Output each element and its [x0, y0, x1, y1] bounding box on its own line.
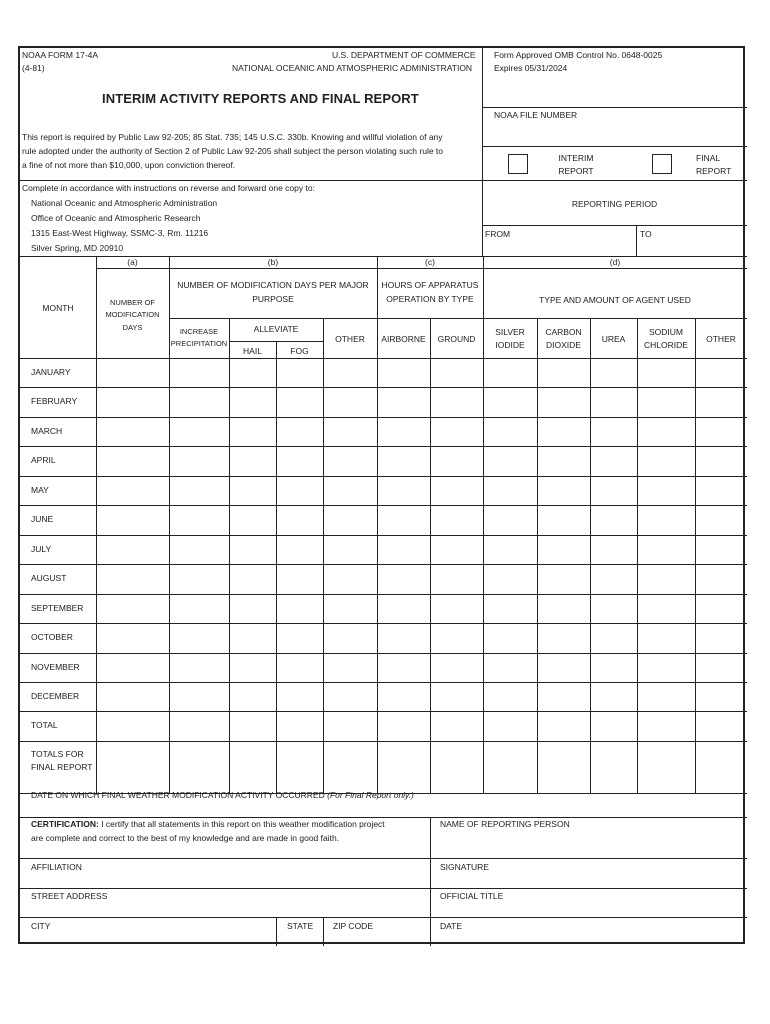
entry-cell-fog[interactable]	[278, 448, 321, 474]
entry-cell-increase-precip[interactable]	[171, 537, 227, 562]
entry-cell-urea[interactable]	[592, 684, 635, 709]
entry-cell-num-days[interactable]	[98, 566, 167, 592]
reporting-period-label: REPORTING PERIOD	[571, 199, 658, 209]
entry-cell-carbon-dioxide[interactable]	[539, 596, 588, 621]
entry-cell-increase-precip[interactable]	[171, 684, 227, 709]
column-a-letter: (a)	[127, 257, 138, 267]
month-label: AUGUST	[31, 573, 67, 583]
entry-cell-fog[interactable]	[278, 625, 321, 651]
entry-cell-num-days[interactable]	[98, 537, 167, 562]
entry-cell-fog[interactable]	[278, 655, 321, 680]
entry-cell-fog[interactable]	[278, 478, 321, 503]
silver-iodide-header-1: SILVER	[495, 327, 525, 337]
state-field[interactable]	[278, 932, 321, 944]
entry-cell-other-agent[interactable]	[697, 713, 745, 739]
entry-cell-silver-iodide[interactable]	[485, 566, 535, 592]
entry-cell-urea[interactable]	[592, 743, 635, 791]
entry-cell-fog[interactable]	[278, 713, 321, 739]
num-days-header-2: MODIFICATION	[105, 310, 160, 319]
entry-cell-carbon-dioxide[interactable]	[539, 625, 588, 651]
entry-cell-urea[interactable]	[592, 389, 635, 415]
zip-code-label: ZIP CODE	[333, 921, 373, 931]
month-label: DECEMBER	[31, 691, 80, 701]
other-b-header: OTHER	[335, 334, 365, 344]
entry-cell-silver-iodide[interactable]	[485, 389, 535, 415]
entry-cell-ground[interactable]	[432, 655, 481, 680]
entry-cell-silver-iodide[interactable]	[485, 596, 535, 621]
interim-report-label-1: INTERIM	[558, 153, 594, 163]
entry-cell-fog[interactable]	[278, 419, 321, 444]
entry-cell-carbon-dioxide[interactable]	[539, 360, 588, 385]
entry-cell-fog[interactable]	[278, 360, 321, 385]
administration-name: NATIONAL OCEANIC AND ATMOSPHERIC ADMINISTRATION	[232, 63, 473, 73]
certification-text-1: I certify that all statements in this report on this weather modification project	[98, 819, 385, 829]
certification-text-2: are complete and correct to the best of my knowledge and are made in good faith.	[31, 833, 340, 843]
entry-cell-carbon-dioxide[interactable]	[539, 743, 588, 791]
entry-cell-airborne[interactable]	[379, 684, 428, 709]
entry-cell-sodium-chloride[interactable]	[639, 478, 693, 503]
entry-cell-sodium-chloride[interactable]	[639, 655, 693, 680]
entry-cell-other-purpose[interactable]	[325, 360, 375, 385]
entry-cell-hail[interactable]	[231, 655, 274, 680]
signature-label: SIGNATURE	[440, 862, 489, 872]
noaa-form-17-4a	[18, 46, 745, 944]
entry-cell-num-days[interactable]	[98, 478, 167, 503]
entry-cell-ground[interactable]	[432, 419, 481, 444]
entry-cell-hail[interactable]	[231, 684, 274, 709]
entry-cell-silver-iodide[interactable]	[485, 625, 535, 651]
entry-cell-airborne[interactable]	[379, 713, 428, 739]
entry-cell-carbon-dioxide[interactable]	[539, 478, 588, 503]
entry-cell-airborne[interactable]	[379, 743, 428, 791]
state-label: STATE	[287, 921, 314, 931]
entry-cell-increase-precip[interactable]	[171, 448, 227, 474]
entry-cell-sodium-chloride[interactable]	[639, 360, 693, 385]
entry-cell-num-days[interactable]	[98, 655, 167, 680]
street-address-label: STREET ADDRESS	[31, 891, 108, 901]
entry-cell-increase-precip[interactable]	[171, 360, 227, 385]
totals-final-label-2: FINAL REPORT	[31, 762, 93, 772]
urea-header: UREA	[601, 334, 626, 344]
instructions-line-5: Silver Spring, MD 20910	[31, 243, 124, 253]
form-title: INTERIM ACTIVITY REPORTS AND FINAL REPORT	[102, 91, 419, 106]
entry-cell-num-days[interactable]	[98, 360, 167, 385]
entry-cell-carbon-dioxide[interactable]	[539, 448, 588, 474]
entry-cell-other-agent[interactable]	[697, 360, 745, 385]
affiliation-field[interactable]	[22, 874, 428, 886]
other-d-header: OTHER	[706, 334, 736, 344]
entry-cell-silver-iodide[interactable]	[485, 684, 535, 709]
month-label: MAY	[31, 485, 49, 495]
city-label: CITY	[31, 921, 51, 931]
entry-cell-other-purpose[interactable]	[325, 684, 375, 709]
entry-cell-sodium-chloride[interactable]	[639, 419, 693, 444]
final-report-label-2: REPORT	[696, 166, 732, 176]
sodium-chloride-header-2: CHLORIDE	[644, 340, 688, 350]
date-field[interactable]	[432, 932, 745, 944]
agent-header: TYPE AND AMOUNT OF AGENT USED	[539, 295, 691, 305]
date-final-activity-label	[31, 790, 414, 801]
month-header: MONTH	[42, 303, 74, 313]
month-label: JUNE	[31, 514, 54, 524]
entry-cell-increase-precip[interactable]	[171, 743, 227, 791]
official-title-label: OFFICIAL TITLE	[440, 891, 504, 901]
carbon-dioxide-header-1: CARBON	[545, 327, 582, 337]
entry-cell-silver-iodide[interactable]	[485, 537, 535, 562]
entry-cell-urea[interactable]	[592, 478, 635, 503]
entry-cell-silver-iodide[interactable]	[485, 713, 535, 739]
entry-cell-hail[interactable]	[231, 478, 274, 503]
increase-precip-header-1: INCREASE	[179, 327, 219, 336]
certification-label: CERTIFICATION:	[31, 819, 99, 829]
entry-cell-hail[interactable]	[231, 625, 274, 651]
notice-line-2: rule adopted under the authority of Section 2 of Public Law 92-205 shall subject the person violating such rule to	[22, 146, 444, 156]
entry-cell-other-purpose[interactable]	[325, 566, 375, 592]
entry-cell-other-agent[interactable]	[697, 389, 745, 415]
month-label: FEBRUARY	[31, 396, 78, 406]
name-reporting-person-field[interactable]	[432, 832, 745, 854]
entry-cell-other-agent[interactable]	[697, 596, 745, 621]
entry-cell-increase-precip[interactable]	[171, 625, 227, 651]
entry-cell-silver-iodide[interactable]	[485, 507, 535, 533]
ground-header: GROUND	[437, 334, 476, 344]
entry-cell-urea[interactable]	[592, 625, 635, 651]
entry-cell-other-agent[interactable]	[697, 684, 745, 709]
file-number-label: NOAA FILE NUMBER	[494, 110, 578, 120]
entry-cell-num-days[interactable]	[98, 743, 167, 791]
entry-cell-silver-iodide[interactable]	[485, 478, 535, 503]
entry-cell-urea[interactable]	[592, 596, 635, 621]
entry-cell-urea[interactable]	[592, 360, 635, 385]
entry-cell-sodium-chloride[interactable]	[639, 448, 693, 474]
num-days-header-1: NUMBER OF	[110, 298, 155, 307]
month-label: MARCH	[31, 426, 63, 436]
expiration-date: Expires 05/31/2024	[494, 63, 568, 73]
entry-cell-carbon-dioxide[interactable]	[539, 389, 588, 415]
hours-header-2: OPERATION BY TYPE	[386, 294, 474, 304]
entry-cell-hail[interactable]	[231, 566, 274, 592]
certification-line-1	[31, 819, 385, 830]
entry-cell-num-days[interactable]	[98, 684, 167, 709]
column-b-letter: (b)	[267, 257, 279, 267]
entry-cell-ground[interactable]	[432, 537, 481, 562]
entry-cell-carbon-dioxide[interactable]	[539, 684, 588, 709]
entry-cell-increase-precip[interactable]	[171, 655, 227, 680]
silver-iodide-header-2: IODIDE	[495, 340, 525, 350]
entry-cell-increase-precip[interactable]	[171, 713, 227, 739]
entry-cell-other-agent[interactable]	[697, 655, 745, 680]
entry-cell-hail[interactable]	[231, 507, 274, 533]
entry-cell-sodium-chloride[interactable]	[639, 537, 693, 562]
entry-cell-ground[interactable]	[432, 743, 481, 791]
airborne-header: AIRBORNE	[381, 334, 426, 344]
entry-cell-airborne[interactable]	[379, 389, 428, 415]
entry-cell-other-agent[interactable]	[697, 478, 745, 503]
entry-cell-increase-precip[interactable]	[171, 389, 227, 415]
entry-cell-fog[interactable]	[278, 596, 321, 621]
entry-cell-ground[interactable]	[432, 596, 481, 621]
entry-cell-other-agent[interactable]	[697, 419, 745, 444]
hail-header: HAIL	[243, 346, 262, 356]
entry-cell-ground[interactable]	[432, 360, 481, 385]
entry-cell-other-agent[interactable]	[697, 448, 745, 474]
entry-cell-sodium-chloride[interactable]	[639, 389, 693, 415]
entry-cell-other-purpose[interactable]	[325, 507, 375, 533]
alleviate-header: ALLEVIATE	[253, 324, 299, 334]
reporting-period-to-field[interactable]	[638, 226, 745, 254]
entry-cell-airborne[interactable]	[379, 596, 428, 621]
reporting-period-from-field[interactable]	[484, 226, 634, 254]
entry-cell-fog[interactable]	[278, 537, 321, 562]
entry-cell-carbon-dioxide[interactable]	[539, 655, 588, 680]
date-label: DATE	[440, 921, 463, 931]
entry-cell-airborne[interactable]	[379, 625, 428, 651]
entry-cell-other-agent[interactable]	[697, 537, 745, 562]
instructions-line-2: National Oceanic and Atmospheric Administration	[31, 198, 218, 208]
final-report-label-1: FINAL	[696, 153, 721, 163]
entry-cell-ground[interactable]	[432, 684, 481, 709]
signature-field[interactable]	[432, 874, 745, 886]
hours-header-1: HOURS OF APPARATUS	[381, 280, 479, 290]
street-address-field[interactable]	[22, 903, 428, 915]
entry-cell-num-days[interactable]	[98, 389, 167, 415]
entry-cell-other-purpose[interactable]	[325, 596, 375, 621]
entry-cell-num-days[interactable]	[98, 713, 167, 739]
entry-cell-num-days[interactable]	[98, 625, 167, 651]
entry-cell-silver-iodide[interactable]	[485, 655, 535, 680]
entry-cell-increase-precip[interactable]	[171, 419, 227, 444]
notice-line-3: a fine of not more than $10,000, upon conviction thereof.	[22, 160, 236, 170]
entry-cell-other-agent[interactable]	[697, 566, 745, 592]
entry-cell-hail[interactable]	[231, 743, 274, 791]
name-reporting-person-label: NAME OF REPORTING PERSON	[440, 819, 570, 829]
entry-cell-fog[interactable]	[278, 566, 321, 592]
month-label: OCTOBER	[31, 632, 73, 642]
entry-cell-airborne[interactable]	[379, 537, 428, 562]
entry-cell-other-purpose[interactable]	[325, 478, 375, 503]
entry-cell-carbon-dioxide[interactable]	[539, 507, 588, 533]
entry-cell-carbon-dioxide[interactable]	[539, 537, 588, 562]
entry-cell-increase-precip[interactable]	[171, 566, 227, 592]
entry-cell-fog[interactable]	[278, 684, 321, 709]
entry-cell-increase-precip[interactable]	[171, 478, 227, 503]
entry-cell-sodium-chloride[interactable]	[639, 507, 693, 533]
entry-cell-ground[interactable]	[432, 478, 481, 503]
entry-cell-sodium-chloride[interactable]	[639, 625, 693, 651]
month-label: APRIL	[31, 455, 56, 465]
entry-cell-silver-iodide[interactable]	[485, 743, 535, 791]
instructions-line-4: 1315 East-West Highway, SSMC-3, Rm. 11216	[31, 228, 209, 238]
entry-cell-other-purpose[interactable]	[325, 655, 375, 680]
entry-cell-sodium-chloride[interactable]	[639, 596, 693, 621]
file-number-field[interactable]	[484, 122, 745, 144]
entry-cell-num-days[interactable]	[98, 448, 167, 474]
entry-cell-urea[interactable]	[592, 537, 635, 562]
entry-cell-airborne[interactable]	[379, 448, 428, 474]
entry-cell-num-days[interactable]	[98, 596, 167, 621]
entry-cell-hail[interactable]	[231, 596, 274, 621]
entry-cell-urea[interactable]	[592, 448, 635, 474]
entry-cell-other-purpose[interactable]	[325, 713, 375, 739]
entry-cell-airborne[interactable]	[379, 566, 428, 592]
date-final-activity-note: (For Final Report only.)	[327, 790, 414, 800]
increase-precip-header-2: PRECIPITATION	[170, 339, 228, 348]
days-purpose-header-2: PURPOSE	[252, 294, 294, 304]
city-field[interactable]	[22, 932, 274, 944]
entry-cell-other-purpose[interactable]	[325, 625, 375, 651]
entry-cell-other-agent[interactable]	[697, 507, 745, 533]
num-days-header-3: DAYS	[122, 323, 143, 332]
final-report-checkbox[interactable]	[652, 154, 672, 174]
entry-cell-hail[interactable]	[231, 713, 274, 739]
date-final-activity-field[interactable]	[22, 802, 745, 816]
date-final-activity-text: DATE ON WHICH FINAL WEATHER MODIFICATION ACTIVITY OCCURRED	[31, 790, 325, 800]
entry-cell-hail[interactable]	[231, 537, 274, 562]
entry-cell-urea[interactable]	[592, 507, 635, 533]
entry-cell-carbon-dioxide[interactable]	[539, 713, 588, 739]
month-label: NOVEMBER	[31, 662, 80, 672]
instructions-line-1: Complete in accordance with instructions on reverse and forward one copy to:	[22, 183, 315, 193]
entry-cell-ground[interactable]	[432, 389, 481, 415]
entry-cell-num-days[interactable]	[98, 507, 167, 533]
entry-cell-increase-precip[interactable]	[171, 507, 227, 533]
entry-cell-carbon-dioxide[interactable]	[539, 419, 588, 444]
form-date: (4-81)	[22, 63, 45, 73]
entry-cell-other-purpose[interactable]	[325, 537, 375, 562]
fog-header: FOG	[290, 346, 309, 356]
entry-cell-airborne[interactable]	[379, 360, 428, 385]
entry-cell-urea[interactable]	[592, 655, 635, 680]
entry-cell-airborne[interactable]	[379, 507, 428, 533]
entry-cell-silver-iodide[interactable]	[485, 419, 535, 444]
form-number: NOAA FORM 17-4A	[22, 50, 99, 60]
entry-cell-other-purpose[interactable]	[325, 448, 375, 474]
official-title-field[interactable]	[432, 903, 745, 915]
entry-cell-urea[interactable]	[592, 713, 635, 739]
entry-cell-sodium-chloride[interactable]	[639, 713, 693, 739]
entry-cell-num-days[interactable]	[98, 419, 167, 444]
month-label: JULY	[31, 544, 52, 554]
entry-cell-other-agent[interactable]	[697, 743, 745, 791]
notice-line-1: This report is required by Public Law 92-205; 85 Stat. 735; 145 U.S.C. 330b. Knowing and willful violation of any	[22, 132, 443, 142]
entry-cell-airborne[interactable]	[379, 478, 428, 503]
entry-cell-sodium-chloride[interactable]	[639, 684, 693, 709]
entry-cell-sodium-chloride[interactable]	[639, 743, 693, 791]
entry-cell-sodium-chloride[interactable]	[639, 566, 693, 592]
reporting-period-from-label: FROM	[485, 229, 511, 239]
column-d-letter: (d)	[609, 257, 621, 267]
entry-cell-ground[interactable]	[432, 448, 481, 474]
column-c-letter: (c)	[425, 257, 435, 267]
entry-cell-ground[interactable]	[432, 713, 481, 739]
entry-cell-airborne[interactable]	[379, 655, 428, 680]
reporting-period-to-label: TO	[640, 229, 652, 239]
entry-cell-hail[interactable]	[231, 448, 274, 474]
entry-cell-other-agent[interactable]	[697, 625, 745, 651]
zip-code-field[interactable]	[325, 932, 428, 944]
department-name: U.S. DEPARTMENT OF COMMERCE	[332, 50, 476, 60]
entry-cell-other-purpose[interactable]	[325, 419, 375, 444]
entry-cell-ground[interactable]	[432, 566, 481, 592]
entry-cell-urea[interactable]	[592, 419, 635, 444]
totals-final-label-1: TOTALS FOR	[31, 749, 84, 759]
carbon-dioxide-header-2: DIOXIDE	[546, 340, 581, 350]
entry-cell-other-purpose[interactable]	[325, 389, 375, 415]
entry-cell-increase-precip[interactable]	[171, 596, 227, 621]
month-label: SEPTEMBER	[31, 603, 84, 613]
entry-cell-carbon-dioxide[interactable]	[539, 566, 588, 592]
entry-cell-ground[interactable]	[432, 507, 481, 533]
days-purpose-header-1: NUMBER OF MODIFICATION DAYS PER MAJOR	[177, 280, 369, 290]
entry-cell-fog[interactable]	[278, 507, 321, 533]
interim-report-checkbox[interactable]	[508, 154, 528, 174]
entry-cell-hail[interactable]	[231, 419, 274, 444]
entry-cell-fog[interactable]	[278, 389, 321, 415]
month-label: JANUARY	[31, 367, 71, 377]
month-label: TOTAL	[31, 720, 58, 730]
interim-report-label-2: REPORT	[558, 166, 594, 176]
entry-cell-airborne[interactable]	[379, 419, 428, 444]
entry-cell-silver-iodide[interactable]	[485, 360, 535, 385]
sodium-chloride-header-1: SODIUM	[649, 327, 683, 337]
entry-cell-silver-iodide[interactable]	[485, 448, 535, 474]
entry-cell-hail[interactable]	[231, 389, 274, 415]
entry-cell-hail[interactable]	[231, 360, 274, 385]
omb-approval: Form Approved OMB Control No. 0648-0025	[494, 50, 663, 60]
entry-cell-ground[interactable]	[432, 625, 481, 651]
entry-cell-fog[interactable]	[278, 743, 321, 791]
instructions-line-3: Office of Oceanic and Atmospheric Research	[31, 213, 201, 223]
affiliation-label: AFFILIATION	[31, 862, 82, 872]
entry-cell-other-purpose[interactable]	[325, 743, 375, 791]
entry-cell-urea[interactable]	[592, 566, 635, 592]
